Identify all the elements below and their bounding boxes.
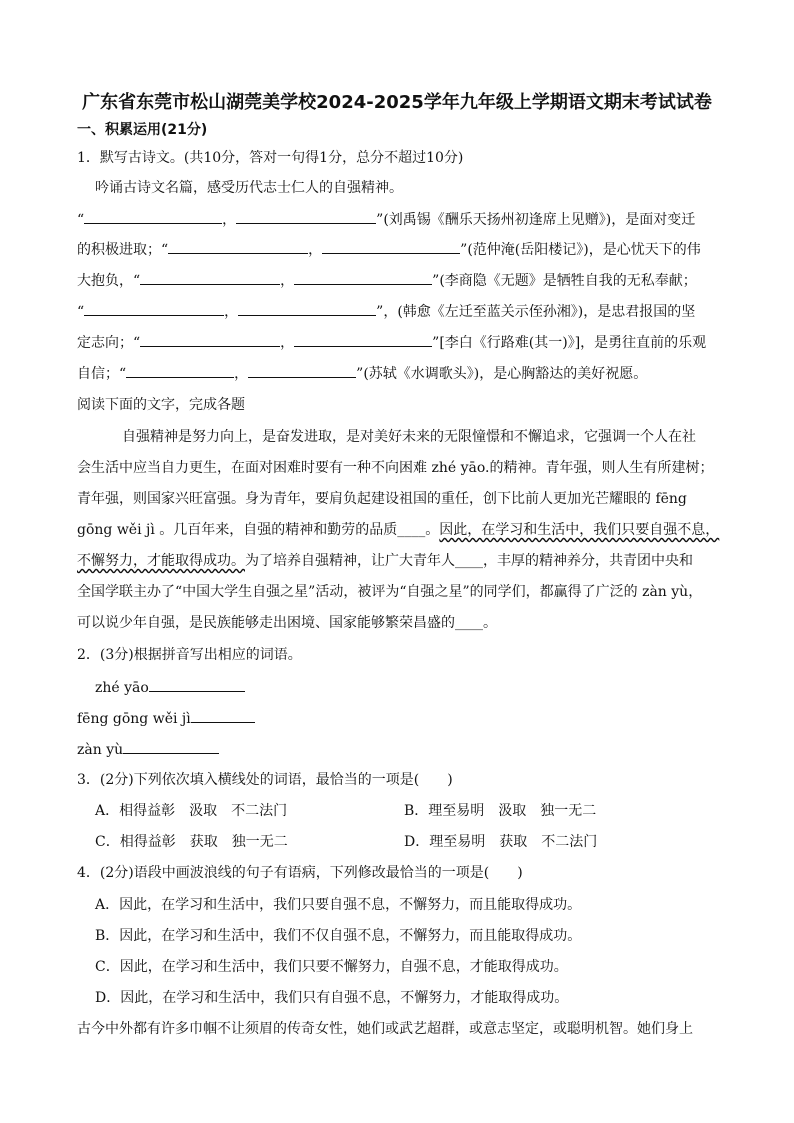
recitation-line-3 [77,270,697,291]
q3-option-c[interactable]: C．相得益彰 获取 独一无二 [95,834,288,850]
text: 定志向；“ [77,335,141,351]
answer-blank[interactable] [84,209,222,224]
passage-line-4 [77,520,719,540]
next-passage-line: 古今中外都有许多巾帼不让须眉的传奇女性，她们或武艺超群，或意志坚定，或聪明机智。她们身上 [77,1021,693,1037]
answer-blank[interactable] [149,677,245,692]
text: 为了培养自强精神，让广大青年人 [245,553,455,569]
pinyin: fēng gōng wěi jì [77,711,191,727]
text: ，丰厚的精神养分，共青团中央和 [483,553,693,569]
answer-blank[interactable] [248,363,356,378]
wavy-underlined-sentence: 因此，在学习和生活中，我们只要自强不息， [439,522,720,538]
pinyin: zàn yù [77,742,124,758]
passage-line-2: 会生活中应当自力更生，在面对困难时要有一种不向困难 zhé yāo.的精神。青年强，则人生有所建树； [77,460,714,476]
answer-blank[interactable] [191,708,255,723]
text: ， [308,242,323,258]
q3-option-a[interactable]: A．相得益彰 汲取 不二法门 [95,803,288,819]
question-3-stem: 3．(2分)下列依次填入横线处的词语，最恰当的一项是( ) [77,772,453,788]
q4-option-c[interactable]: C．因此，在学习和生活中，我们只要不懈努力，自强不息，才能取得成功。 [95,959,568,975]
text: gōng wěi jì 。几百年来，自强的精神和勤劳的品质 [77,522,398,538]
pinyin-item-2 [77,708,255,729]
section-heading: 一、积累运用(21分) [77,122,208,138]
text: “ [77,212,85,228]
fill-blank[interactable]: ____ [455,553,483,569]
wavy-underlined-sentence: 不懈努力，才能取得成功。 [77,553,245,569]
answer-blank[interactable] [84,301,224,316]
q4-option-a[interactable]: A．因此，在学习和生活中，我们只要自强不息，不懈努力，而且能取得成功。 [95,897,582,913]
question-4-stem: 4．(2分)语段中画波浪线的句子有语病，下列修改最恰当的一项是( ) [77,865,523,881]
q3-option-d[interactable]: D．理至易明 获取 不二法门 [404,834,598,850]
text: ”(刘禹锡《酬乐天扬州初逢席上见赠》)，是面对变迁 [376,212,696,228]
fill-blank[interactable]: ____ [455,615,483,631]
passage-line-1: 自强精神是努力向上，是奋发进取，是对美好未来的无限憧憬和不懈追求，它强调一个人在社 [122,429,696,445]
text: ， [280,273,295,289]
answer-blank[interactable] [126,363,234,378]
answer-blank[interactable] [123,739,219,754]
recitation-line-2 [77,239,701,260]
exam-title: 广东省东莞市松山湖莞美学校2024-2025学年九年级上学期语文期末考试试卷 [82,92,712,113]
fill-blank[interactable]: ____ [397,522,426,538]
passage-line-3: 青年强，则国家兴旺富强。身为青年，要肩负起建设祖国的重任，创下比前人更加光芒耀眼的 fēng [77,491,687,507]
text: ”[李白《行路难(其一)》]，是勇往直前的乐观 [432,335,707,351]
recitation-line-6 [77,363,647,384]
pinyin-item-3 [77,739,219,760]
passage-line-7 [77,613,497,633]
text: ， [280,335,295,351]
q4-option-b[interactable]: B．因此，在学习和生活中，我们不仅自强不息，不懈努力，而且能取得成功。 [95,928,582,944]
answer-blank[interactable] [322,239,460,254]
answer-blank[interactable] [168,239,308,254]
answer-blank[interactable] [294,332,432,347]
text: 的积极进取；“ [77,242,169,258]
recitation-line-5 [77,332,706,353]
text: ”，(韩愈《左迁至蓝关示侄孙湘》)，是忠君报国的坚 [376,304,696,320]
question-1-intro: 吟诵古诗文名篇，感受历代志士仁人的自强精神。 [95,180,403,196]
question-1-stem: 1．默写古诗文。(共10分，答对一句得1分，总分不超过10分) [77,150,464,166]
text: ”(范仲淹(岳阳楼记》)，是心忧天下的伟 [460,242,701,258]
q4-option-d[interactable]: D．因此，在学习和生活中，我们只有自强不息，不懈努力，才能取得成功。 [95,990,569,1006]
text: ， [224,304,239,320]
pinyin: zhé yāo [95,680,149,696]
passage-line-6: 全国学联主办了“中国大学生自强之星”活动，被评为“自强之星”的同学们，都赢得了广泛的 zàn yù， [77,584,703,600]
text: 自信；“ [77,366,127,382]
answer-blank[interactable] [236,209,376,224]
text: ， [222,212,237,228]
passage-line-5 [77,551,693,571]
text: 。 [425,522,440,538]
q3-option-b[interactable]: B．理至易明 汲取 独一无二 [404,803,597,819]
text: 可以说少年自强，是民族能够走出困境、国家能够繁荣昌盛的 [77,615,455,631]
question-2-stem: 2．(3分)根据拼音写出相应的词语。 [77,647,302,663]
answer-blank[interactable] [140,270,280,285]
pinyin-item-1 [95,677,245,698]
answer-blank[interactable] [238,301,376,316]
text: “ [77,304,85,320]
answer-blank[interactable] [140,332,280,347]
recitation-line-4 [77,301,695,322]
recitation-line-1 [77,209,695,230]
text: ”(李商隐《无题》是牺牲自我的无私奉献； [432,273,697,289]
answer-blank[interactable] [294,270,432,285]
text: 大抱负，“ [77,273,141,289]
text: ”(苏轼《水调歌头》)，是心胸豁达的美好祝愿。 [356,366,648,382]
text: ， [234,366,249,382]
reading-instruction: 阅读下面的文字，完成各题 [77,397,245,413]
text: 。 [483,615,497,631]
